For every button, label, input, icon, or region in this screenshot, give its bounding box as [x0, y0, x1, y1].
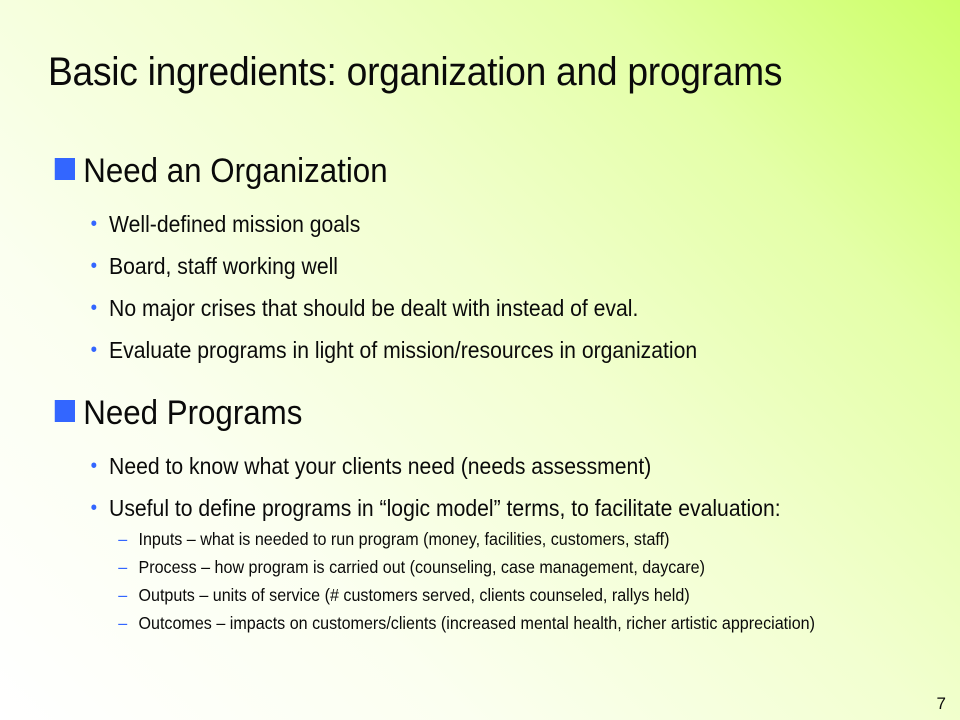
- slide-body: [52, 146, 912, 634]
- list-item-text: Board, staff working well: [109, 253, 338, 279]
- section-programs: [52, 388, 912, 634]
- list-item-text: Need to know what your clients need (needs assessment): [109, 453, 652, 479]
- section-organization: [52, 146, 912, 364]
- bullet-dot-icon: •: [90, 255, 98, 277]
- list-item: [52, 210, 843, 238]
- dash-bullet-icon: –: [118, 529, 128, 549]
- sub-list-item-text: Outputs – units of service (# customers served, clients counseled, rallys held): [138, 585, 690, 605]
- bullet-dot-icon: •: [90, 297, 98, 319]
- bullet-dot-icon: •: [90, 213, 98, 235]
- section-heading-text: Need an Organization: [83, 152, 388, 190]
- sub-list-item-text: Outcomes – impacts on customers/clients (increased mental health, richer artistic appreciation): [138, 613, 815, 633]
- list-item-text: Well-defined mission goals: [109, 211, 361, 237]
- list-item-text: Evaluate programs in light of mission/resources in organization: [109, 337, 698, 363]
- sub-list-item-text: Inputs – what is needed to run program (money, facilities, customers, staff): [138, 529, 670, 549]
- list-item: [52, 252, 843, 280]
- dash-bullet-icon: –: [118, 557, 128, 577]
- slide-title: Basic ingredients: organization and programs: [48, 50, 783, 94]
- list-item: [52, 336, 843, 364]
- list-item: [52, 452, 843, 480]
- page-number: 7: [936, 694, 946, 713]
- dash-bullet-icon: –: [118, 613, 128, 633]
- list-item-text: No major crises that should be dealt with instead of eval.: [109, 295, 639, 321]
- bullet-dot-icon: •: [90, 339, 98, 361]
- list-item: [52, 294, 843, 322]
- list-item: [52, 494, 808, 522]
- section-heading: [52, 388, 843, 438]
- bullet-list: [52, 210, 912, 364]
- bullet-dot-icon: •: [90, 497, 98, 519]
- list-item-text: Useful to define programs in “logic model” terms, to facilitate evaluation:: [109, 495, 781, 521]
- sub-list-item: [52, 556, 948, 578]
- dash-bullet-icon: –: [118, 585, 128, 605]
- sub-list-item: [52, 612, 948, 634]
- section-heading-text: Need Programs: [83, 394, 303, 432]
- section-heading: [52, 146, 843, 196]
- bullet-dot-icon: •: [90, 455, 98, 477]
- sub-list-item: [52, 584, 948, 606]
- sub-list-item: [52, 528, 948, 550]
- square-bullet-icon: [55, 158, 75, 180]
- square-bullet-icon: [55, 400, 75, 422]
- bullet-list: [52, 452, 912, 522]
- sub-list-item-text: Process – how program is carried out (counseling, case management, daycare): [138, 557, 705, 577]
- sub-bullet-list: [52, 528, 912, 634]
